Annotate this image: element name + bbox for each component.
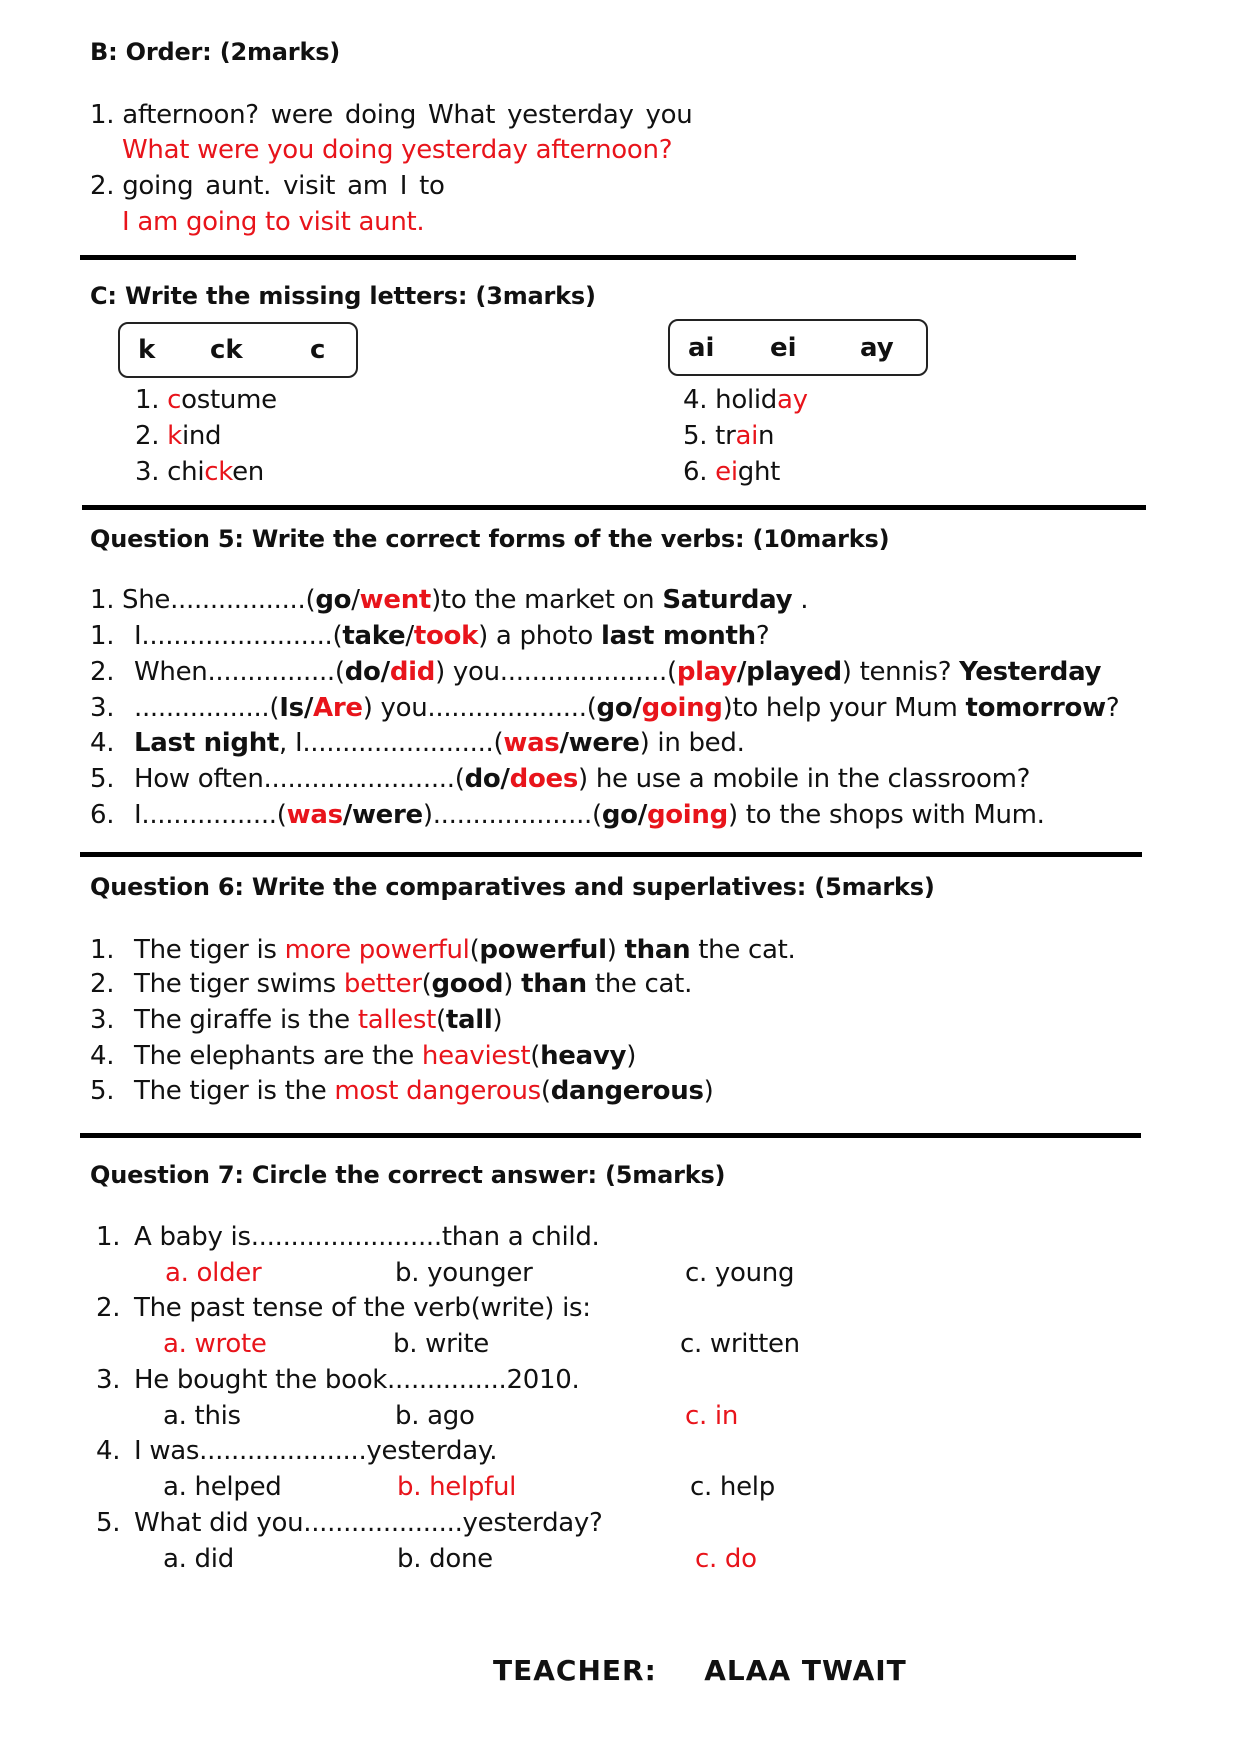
bold-text: go/: [596, 693, 642, 723]
item-number: 2.: [96, 1293, 121, 1323]
bold-text: /: [303, 693, 314, 723]
bold-text: than: [521, 969, 587, 999]
answer-text: was: [503, 728, 560, 758]
verb-item: [90, 690, 1119, 726]
text: The elephants are the: [134, 1041, 422, 1071]
item-number: 4.: [90, 1041, 115, 1071]
mcq-option[interactable]: a. wrote: [163, 1329, 267, 1359]
mcq-question: [96, 1290, 591, 1326]
text: The tiger is the: [134, 1076, 335, 1106]
bold-text: heavy: [540, 1041, 627, 1071]
text: )....................: [422, 800, 593, 830]
item-number: 5.: [90, 1076, 115, 1106]
missing-letter-item: [135, 418, 221, 454]
item-number: 1.: [96, 1222, 121, 1252]
question-7-title: Question 7: Circle the correct answer: (5marks): [90, 1161, 726, 1189]
bold-text: than: [624, 935, 691, 965]
bold-text: go: [315, 585, 352, 615]
filled-letters: k: [167, 421, 182, 451]
item-number: 1.: [135, 385, 168, 415]
text: ): [606, 935, 625, 965]
order-item-2: [90, 168, 445, 204]
text: )to the market on: [431, 585, 663, 615]
answer-text: play: [676, 657, 737, 687]
bold-text: go/: [601, 800, 647, 830]
mcq-option[interactable]: c. written: [680, 1329, 800, 1359]
missing-letter-item: [135, 454, 264, 490]
text: ) to the shops with Mum.: [727, 800, 1045, 830]
mcq-question: [96, 1219, 600, 1255]
answer-text: does: [509, 764, 579, 794]
comparative-item: [90, 1002, 502, 1038]
missing-letter-item: [683, 382, 808, 418]
text: ): [703, 1076, 714, 1106]
text: .................: [134, 693, 270, 723]
item-number: 2.: [90, 171, 115, 201]
bold-text: Last night: [134, 728, 280, 758]
item-number: 4.: [96, 1436, 121, 1466]
text: ) in bed.: [639, 728, 745, 758]
divider: [82, 505, 1146, 510]
comparative-item: [90, 1073, 713, 1109]
bold-text: Saturday: [662, 585, 793, 615]
teacher-signature: [493, 1654, 907, 1687]
filled-letters: ay: [777, 385, 808, 415]
order-answer-1: What were you doing yesterday afternoon?: [122, 135, 673, 165]
text: (: [269, 693, 280, 723]
text: I.................: [134, 800, 277, 830]
divider: [80, 1133, 1141, 1138]
letter-option: c: [310, 335, 326, 365]
text: The tiger is: [134, 935, 285, 965]
text: (: [667, 657, 677, 687]
mcq-option[interactable]: b. helpful: [397, 1472, 517, 1502]
comparative-item: [90, 932, 796, 968]
text: ) a photo: [478, 621, 601, 651]
answer-text: tallest: [357, 1005, 437, 1035]
word-part: tr: [715, 421, 736, 451]
question-6-title: Question 6: Write the comparatives and superlatives: (5marks): [90, 873, 935, 901]
mcq-option[interactable]: c. in: [685, 1401, 739, 1431]
text: )to help your Mum: [722, 693, 966, 723]
item-number: 1.: [90, 585, 115, 615]
teacher-label: TEACHER:: [493, 1654, 657, 1687]
mcq-question: [96, 1362, 579, 1398]
scrambled-words: going aunt. visit am I to: [122, 171, 445, 201]
verb-item: [90, 725, 745, 761]
filled-letters: ck: [204, 457, 233, 487]
order-answer-2: I am going to visit aunt.: [122, 207, 425, 237]
bold-text: Yesterday: [959, 657, 1102, 687]
mcq-option[interactable]: a. did: [163, 1544, 234, 1574]
text: /: [405, 621, 414, 651]
text: the cat.: [690, 935, 796, 965]
text: She.................: [122, 585, 306, 615]
text: (: [530, 1041, 541, 1071]
filled-letters: ei: [715, 457, 738, 487]
question-text: A baby is........................than a child.: [134, 1222, 600, 1252]
item-number: 4.: [90, 728, 115, 758]
text: ): [503, 969, 522, 999]
text: (: [332, 621, 343, 651]
text: ?: [1105, 693, 1120, 723]
text: ): [492, 1005, 503, 1035]
bold-text: tall: [445, 1005, 493, 1035]
text: (: [334, 657, 345, 687]
bold-text: dangerous: [550, 1076, 704, 1106]
question-text: I was.....................yesterday.: [134, 1436, 498, 1466]
mcq-option[interactable]: b. younger: [395, 1258, 533, 1288]
item-number: 5.: [96, 1508, 121, 1538]
mcq-option[interactable]: b. write: [393, 1329, 490, 1359]
filled-letters: ai: [735, 421, 759, 451]
letter-option: ck: [210, 335, 243, 365]
text: (: [586, 693, 597, 723]
item-number: 3.: [90, 693, 115, 723]
bold-text: do: [344, 657, 381, 687]
bold-text: do/: [464, 764, 510, 794]
bold-text: good: [431, 969, 504, 999]
mcq-option[interactable]: c. young: [685, 1258, 795, 1288]
section-c-title: C: Write the missing letters: (3marks): [90, 282, 596, 310]
text: (: [469, 935, 480, 965]
text: The giraffe is the: [134, 1005, 358, 1035]
bold-text: take: [342, 621, 406, 651]
verb-item: [90, 654, 1101, 690]
mcq-question: [96, 1505, 603, 1541]
answer-text: heaviest: [421, 1041, 531, 1071]
item-number: 5.: [90, 764, 115, 794]
bold-text: tomorrow: [965, 693, 1106, 723]
bold-text: /were: [342, 800, 423, 830]
text: (: [592, 800, 602, 830]
item-number: 5.: [683, 421, 716, 451]
text: (: [276, 800, 287, 830]
bold-text: last month: [600, 621, 756, 651]
letter-option: k: [138, 335, 156, 365]
bold-text: Is: [279, 693, 304, 723]
text: ) he use a mobile in the classroom?: [578, 764, 1031, 794]
item-number: 2.: [135, 421, 168, 451]
text: ?: [755, 621, 770, 651]
mcq-option[interactable]: a. older: [165, 1258, 262, 1288]
bold-text: /: [380, 657, 390, 687]
text: The tiger swims: [134, 969, 344, 999]
text: the cat.: [586, 969, 693, 999]
word-part: n: [758, 421, 775, 451]
comparative-item: [90, 966, 692, 1002]
text: ) you.....................: [435, 657, 668, 687]
text: (: [436, 1005, 446, 1035]
bold-text: powerful: [479, 935, 607, 965]
item-number: 3.: [135, 457, 168, 487]
question-text: What did you....................yesterday?: [134, 1508, 603, 1538]
question-text: The past tense of the verb(write) is:: [134, 1293, 591, 1323]
mcq-option[interactable]: a. this: [163, 1401, 241, 1431]
answer-text: did: [389, 657, 436, 687]
mcq-option[interactable]: a. helped: [163, 1472, 282, 1502]
question-5-title: Question 5: Write the correct forms of the verbs: (10marks): [90, 525, 890, 553]
missing-letter-item: [135, 382, 277, 418]
item-number: 2.: [90, 969, 115, 999]
item-number: 1.: [90, 935, 115, 965]
divider: [80, 852, 1142, 857]
letter-box-1: [118, 322, 358, 378]
item-number: 3.: [90, 1005, 115, 1035]
word-part: ostume: [181, 385, 277, 415]
text: ): [626, 1041, 637, 1071]
text: (: [540, 1076, 551, 1106]
mcq-option[interactable]: b. done: [397, 1544, 493, 1574]
item-number: 1.: [90, 100, 115, 130]
text: .: [792, 585, 809, 615]
item-number: 1.: [90, 621, 115, 651]
verb-item: [90, 797, 1045, 833]
bold-text: /played: [736, 657, 842, 687]
answer-text: going: [641, 693, 723, 723]
answer-text: was: [286, 800, 343, 830]
word-part: chi: [167, 457, 205, 487]
letter-option: ei: [770, 332, 797, 363]
verb-item: [90, 582, 808, 618]
text: ) tennis?: [841, 657, 960, 687]
answer-text: took: [413, 621, 479, 651]
comparative-item: [90, 1038, 636, 1074]
text: , I........................: [279, 728, 494, 758]
question-text: He bought the book...............2010.: [134, 1365, 580, 1395]
text: I........................: [134, 621, 333, 651]
bold-text: /were: [559, 728, 640, 758]
item-number: 6.: [683, 457, 716, 487]
letter-box-2: [668, 319, 928, 376]
word-part: en: [232, 457, 264, 487]
answer-text: more powerful: [284, 935, 470, 965]
divider: [80, 255, 1076, 260]
answer-text: going: [646, 800, 728, 830]
verb-item: [90, 761, 1030, 797]
item-number: 3.: [96, 1365, 121, 1395]
text: /: [351, 585, 360, 615]
section-b-title: B: Order: (2marks): [90, 38, 341, 66]
teacher-name: ALAA TWAIT: [704, 1654, 907, 1687]
item-number: 4.: [683, 385, 716, 415]
item-number: 6.: [90, 800, 115, 830]
text: ) you....................: [362, 693, 587, 723]
missing-letter-item: [683, 418, 774, 454]
answer-text: went: [359, 585, 432, 615]
verb-item: [90, 618, 769, 654]
answer-text: better: [343, 969, 422, 999]
text: (: [421, 969, 432, 999]
text: (: [454, 764, 465, 794]
word-part: ind: [181, 421, 222, 451]
letter-option: ai: [688, 332, 715, 363]
text: (: [305, 585, 316, 615]
missing-letter-item: [683, 454, 780, 490]
answer-text: most dangerous: [334, 1076, 541, 1106]
order-item-1: [90, 97, 692, 133]
text: When................: [134, 657, 335, 687]
item-number: 2.: [90, 657, 115, 687]
letter-option: ay: [860, 332, 894, 363]
filled-letters: c: [167, 385, 182, 415]
answer-text: Are: [313, 693, 363, 723]
mcq-option[interactable]: c. help: [690, 1472, 775, 1502]
scrambled-words: afternoon? were doing What yesterday you: [122, 100, 693, 130]
text: How often........................: [134, 764, 455, 794]
word-part: ght: [737, 457, 781, 487]
text: (: [493, 728, 504, 758]
mcq-option[interactable]: b. ago: [395, 1401, 475, 1431]
mcq-option[interactable]: c. do: [695, 1544, 757, 1574]
word-part: holid: [715, 385, 778, 415]
mcq-question: [96, 1433, 497, 1469]
